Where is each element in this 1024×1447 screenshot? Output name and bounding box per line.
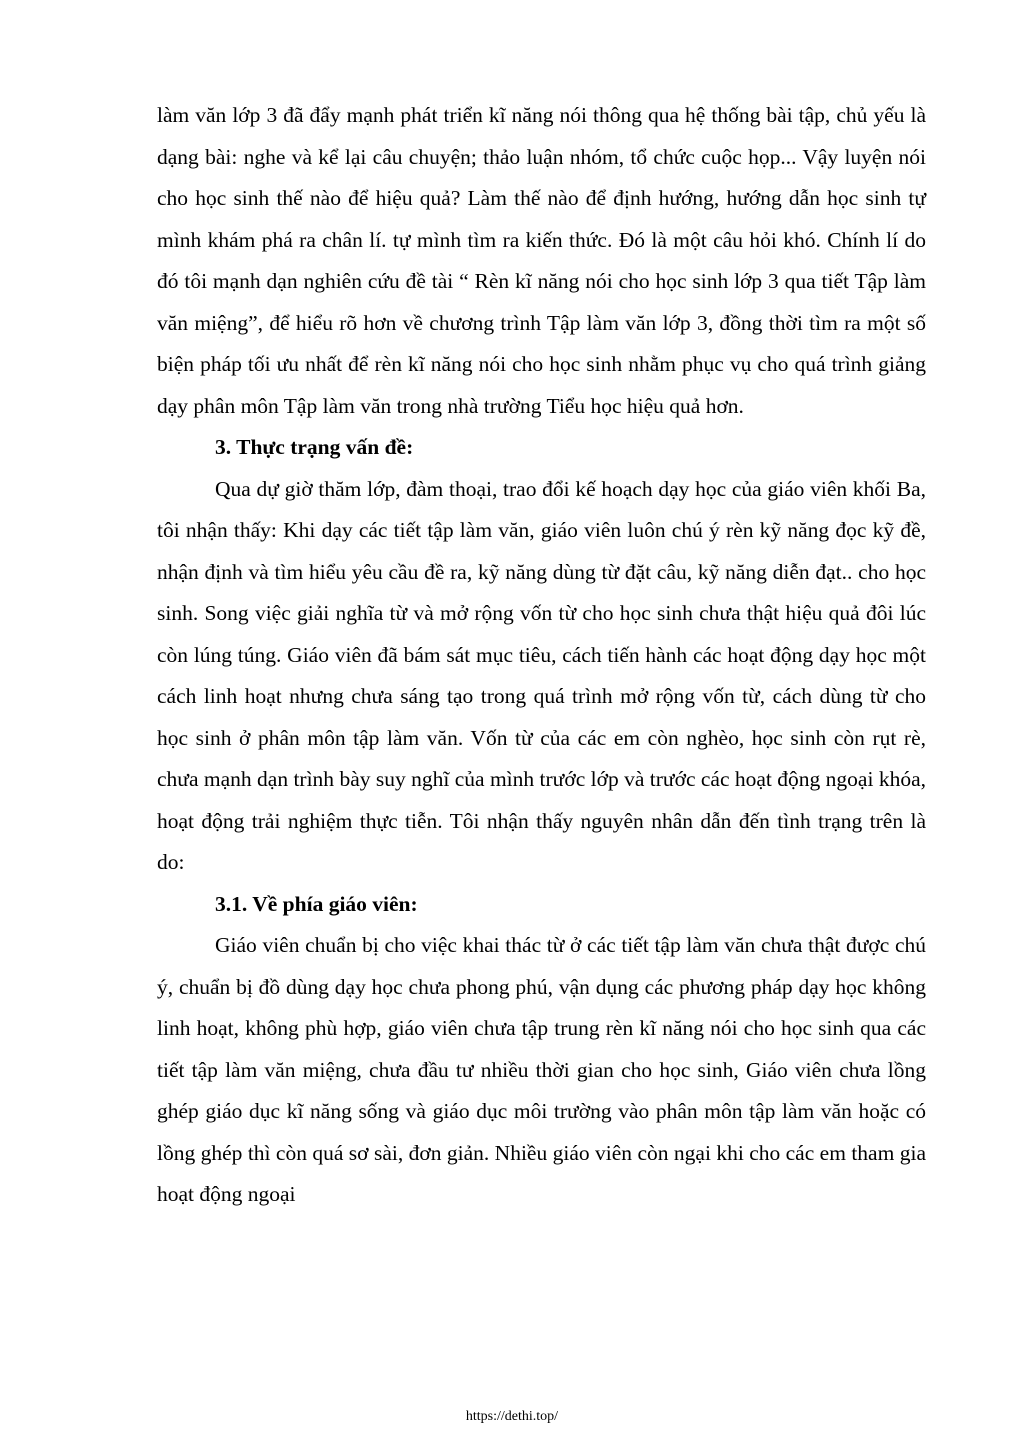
section-3-heading: 3. Thực trạng vấn đề: bbox=[215, 435, 414, 459]
intro-paragraph: làm văn lớp 3 đã đẩy mạnh phát triển kĩ năng nói thông qua hệ thống bài tập, chủ yếu là dạng bài: nghe và kể lại câu chuyện; thảo luận nhóm, tổ chức cuộc họp... Vậy luyện nói cho học sinh thế nào để hiệu quả? Làm thế nào để định hướng, hướng dẫn học sinh tự mình khám phá ra chân lí. tự mình tìm ra kiến thức. Đó là một câu hỏi khó. Chính lí do đó tôi mạnh dạn nghiên cứu đề tài “ Rèn kĩ năng nói cho học sinh lớp 3 qua tiết Tập làm văn miệng”, để hiểu rõ hơn về chương trình Tập làm văn lớp 3, đồng thời tìm ra một số biện pháp tối ưu nhất để rèn kĩ năng nói cho học sinh nhằm phục vụ cho quá trình giảng dạy phân môn Tập làm văn trong nhà trường Tiểu học hiệu quả hơn. bbox=[157, 103, 926, 418]
section-3-1-heading: 3.1. Về phía giáo viên: bbox=[215, 891, 418, 916]
document-body bbox=[157, 95, 926, 1216]
section-3-paragraph: Qua dự giờ thăm lớp, đàm thoại, trao đổi kế hoạch dạy học của giáo viên khối Ba, tôi nhận thấy: Khi dạy các tiết tập làm văn, giáo viên luôn chú ý rèn kỹ năng đọc kỹ đề, nhận định và tìm hiểu yêu cầu đề ra, kỹ năng dùng từ đặt câu, kỹ năng diễn đạt.. cho học sinh. Song việc giải nghĩa từ và mở rộng vốn từ cho học sinh chưa thật hiệu quả đôi lúc còn lúng túng. Giáo viên đã bám sát mục tiêu, cách tiến hành các hoạt động dạy học một cách linh hoạt nhưng chưa sáng tạo trong quá trình mở rộng vốn từ, cách dùng từ cho học sinh ở phân môn tập làm văn. Vốn từ của các em còn nghèo, học sinh còn rụt rè, chưa mạnh dạn trình bày suy nghĩ của mình trước lớp và trước các hoạt động ngoại khóa, hoạt động trải nghiệm thực tiễn. Tôi nhận thấy nguyên nhân dẫn đến tình trạng trên là do: bbox=[157, 476, 926, 874]
section-3-1-paragraph: Giáo viên chuẩn bị cho việc khai thác từ ở các tiết tập làm văn chưa thật được chú ý, chuẩn bị đồ dùng dạy học chưa phong phú, vận dụng các phương pháp dạy học không linh hoạt, không phù hợp, giáo viên chưa tập trung rèn kĩ năng nói cho học sinh qua các tiết tập làm văn miệng, chưa đầu tư nhiều thời gian cho học sinh, Giáo viên chưa lồng ghép giáo dục kĩ năng sống và giáo dục môi trường vào phân môn tập làm văn hoặc có lồng ghép thì còn quá sơ sài, đơn giản. Nhiều giáo viên còn ngại khi cho các em tham gia hoạt động ngoại bbox=[157, 933, 926, 1206]
footer-url: https://dethi.top/ bbox=[465, 1409, 559, 1424]
